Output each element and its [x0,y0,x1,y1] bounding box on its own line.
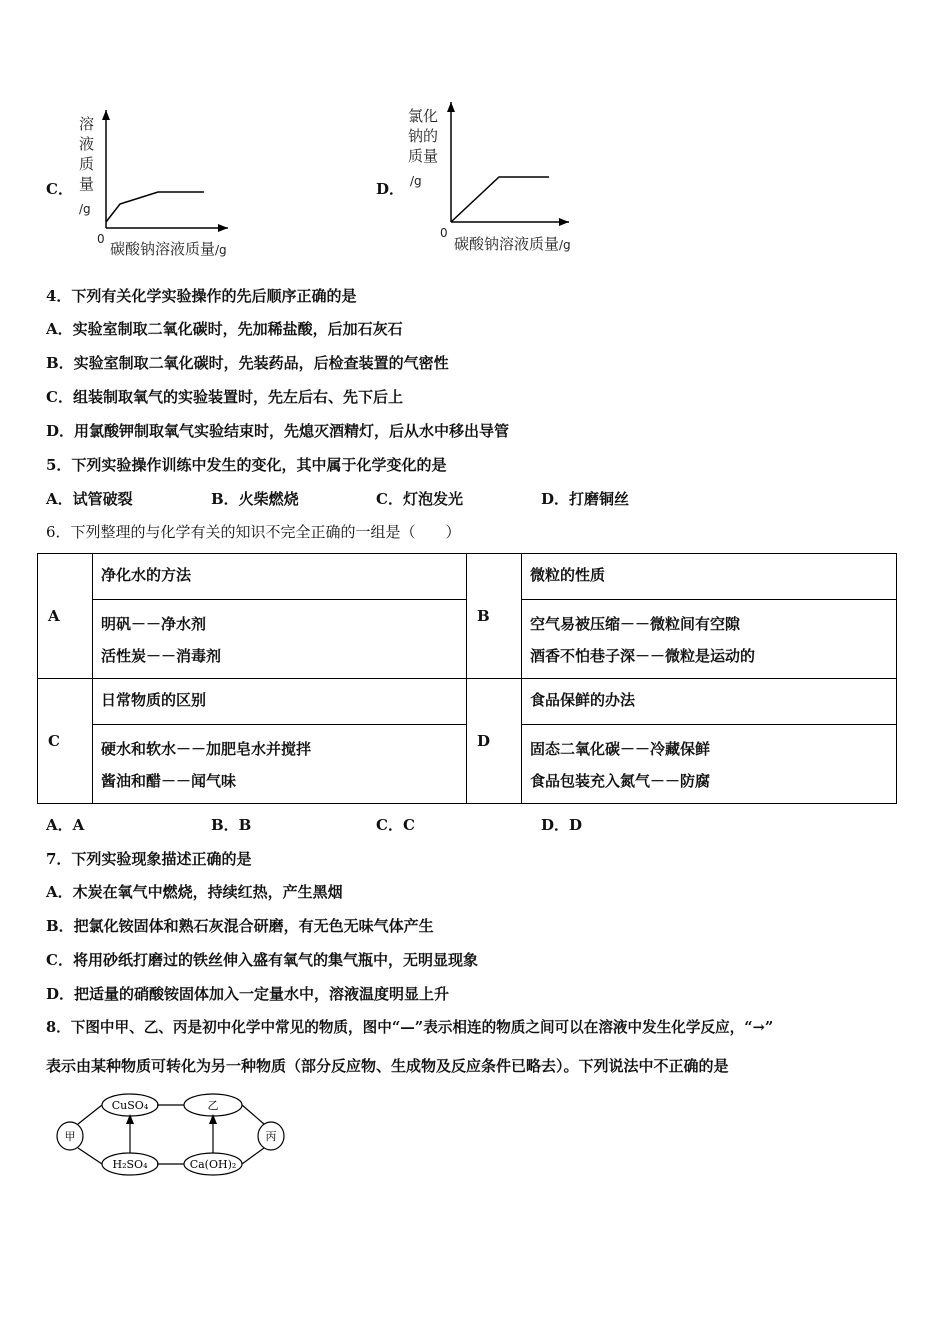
graph-c-plot [100,110,240,240]
q8-link-jia-h2so4 [78,1148,102,1164]
q6-option-b: B．B [211,816,252,834]
q6-cell-c-line-2: 酱油和醋－－闻气味 [101,772,237,790]
q6-cell-a-head: 净化水的方法 [93,554,467,600]
q8-line-1: 8．下图中甲、乙、丙是初中化学中常见的物质，图中“—”表示相连的物质之间可以在溶液中发生化学反应，“→” [46,1019,774,1036]
q8-label-h2so4: H₂SO₄ [112,1158,148,1171]
graph-c-xlabel-text: 碳酸钠溶液质量 [110,240,216,258]
graph-c-yaxis-arrow [102,110,110,120]
graph-c-option: C． [46,180,73,198]
q8-link-yi-bing [242,1105,264,1124]
q6-cell-c-body [93,725,467,804]
q6-cell-b-line-1: 空气易被压缩－－微粒间有空隙 [530,615,741,633]
q6-cell-d-line-1: 固态二氧化碳－－冷藏保鲜 [530,740,711,758]
q8-label-jia: 甲 [64,1130,76,1143]
q4-option-a: A．实验室制取二氧化碳时，先加稀盐酸，后加石灰石 [46,320,403,338]
q6-cell-d-label: D [467,679,522,804]
graph-d-xunit: /g [559,238,571,252]
q4-option-b: B．实验室制取二氧化碳时，先装药品，后检查装置的气密性 [46,354,449,372]
graph-c-ylabel [79,114,97,194]
graph-c-curve [106,192,204,222]
q6-cell-b-line-2: 酒香不怕巷子深－－微粒是运动的 [530,647,756,665]
q6-cell-a-line-1: 明矾－－净水剂 [101,615,207,633]
q6-cell-b-label: B [467,554,522,679]
q6-stem: 6．下列整理的与化学有关的知识不完全正确的一组是（ ） [46,523,461,541]
q6-cell-d-head: 食品保鲜的办法 [522,679,897,725]
q6-cell-c-label: C [38,679,93,804]
q6-cell-a-body [93,600,467,679]
q4-option-c: C．组装制取氧气的实验装置时，先左后右、先下后上 [46,388,403,406]
q5-option-a: A．试管破裂 [46,490,133,508]
q8-line-2: 表示由某种物质可转化为另一种物质（部分反应物、生成物及反应条件已略去）。下列说法中不正确的是 [46,1057,729,1075]
q8-label-bing: 丙 [265,1130,277,1143]
graph-d-option: D． [376,180,405,198]
graph-d-ylabel [408,106,448,166]
q7-option-b: B．把氯化铵固体和熟石灰混合研磨，有无色无味气体产生 [46,917,434,935]
graph-c-xaxis-arrow [218,224,228,232]
q6-option-d: D．D [541,816,583,834]
q6-option-a: A．A [46,816,85,834]
graph-c-ylabel-2: 液 [79,135,95,153]
graph-d-ylabel-3: 质量 [408,147,439,165]
graph-d-ylabel-2: 钠的 [408,127,439,145]
q5-option-b: B．火柴燃烧 [211,490,299,508]
q6-cell-a-line-2: 活性炭－－消毒剂 [101,647,222,665]
q5-option-d: D．打磨铜丝 [541,490,630,508]
q6-cell-c-line-1: 硬水和软水－－加肥皂水并搅拌 [101,740,312,758]
graph-d-origin: 0 [440,226,448,240]
q8-label-cuso4: CuSO₄ [111,1099,149,1112]
graph-d-xlabel [454,233,571,254]
q4-stem: 4．下列有关化学实验操作的先后顺序正确的是 [46,287,357,305]
q6-cell-a-label: A [38,554,93,679]
q8-link-jia-cuso4 [78,1105,102,1124]
graph-c-xlabel [110,238,227,259]
q6-option-c: C．C [376,816,415,834]
graph-c-xunit: /g [215,243,227,257]
q7-option-d: D．把适量的硝酸铵固体加入一定量水中，溶液温度明显上升 [46,985,450,1003]
graph-d-yaxis-arrow [447,102,455,112]
graph-d-xlabel-text: 碳酸钠溶液质量 [454,235,560,253]
q8-label-yi: 乙 [207,1099,219,1112]
q7-option-c: C．将用砂纸打磨过的铁丝伸入盛有氧气的集气瓶中，无明显现象 [46,951,478,969]
q6-cell-d-line-2: 食品包装充入氮气－－防腐 [530,772,711,790]
q7-stem: 7．下列实验现象描述正确的是 [46,850,252,868]
graph-c-ylabel-4: 量 [79,175,95,193]
graph-c-origin: 0 [97,232,105,246]
q5-stem: 5．下列实验操作训练中发生的变化，其中属于化学变化的是 [46,456,447,474]
q6-table [37,553,897,804]
q6-cell-b-body [522,600,897,679]
q8-link-caoh2-bing [242,1148,264,1164]
q8-diagram [52,1090,292,1186]
q6-cell-d-body [522,725,897,804]
q8-label-caoh2: Ca(OH)₂ [189,1158,237,1171]
graph-d-xaxis-arrow [559,218,569,226]
graph-d-plot [445,102,577,228]
q7-option-a: A．木炭在氧气中燃烧，持续红热，产生黑烟 [46,883,343,901]
q5-option-c: C．灯泡发光 [376,490,463,508]
graph-d-yunit: /g [410,174,422,188]
q6-cell-b-head: 微粒的性质 [522,554,897,600]
q4-option-d: D．用氯酸钾制取氧气实验结束时，先熄灭酒精灯，后从水中移出导管 [46,422,510,440]
graph-c-ylabel-3: 质 [79,155,95,173]
graph-c-ylabel-1: 溶 [79,115,95,133]
graph-d-curve [451,177,549,222]
graph-d-ylabel-1: 氯化 [408,107,439,125]
q6-cell-c-head: 日常物质的区别 [93,679,467,725]
graph-c-yunit: /g [79,202,91,216]
